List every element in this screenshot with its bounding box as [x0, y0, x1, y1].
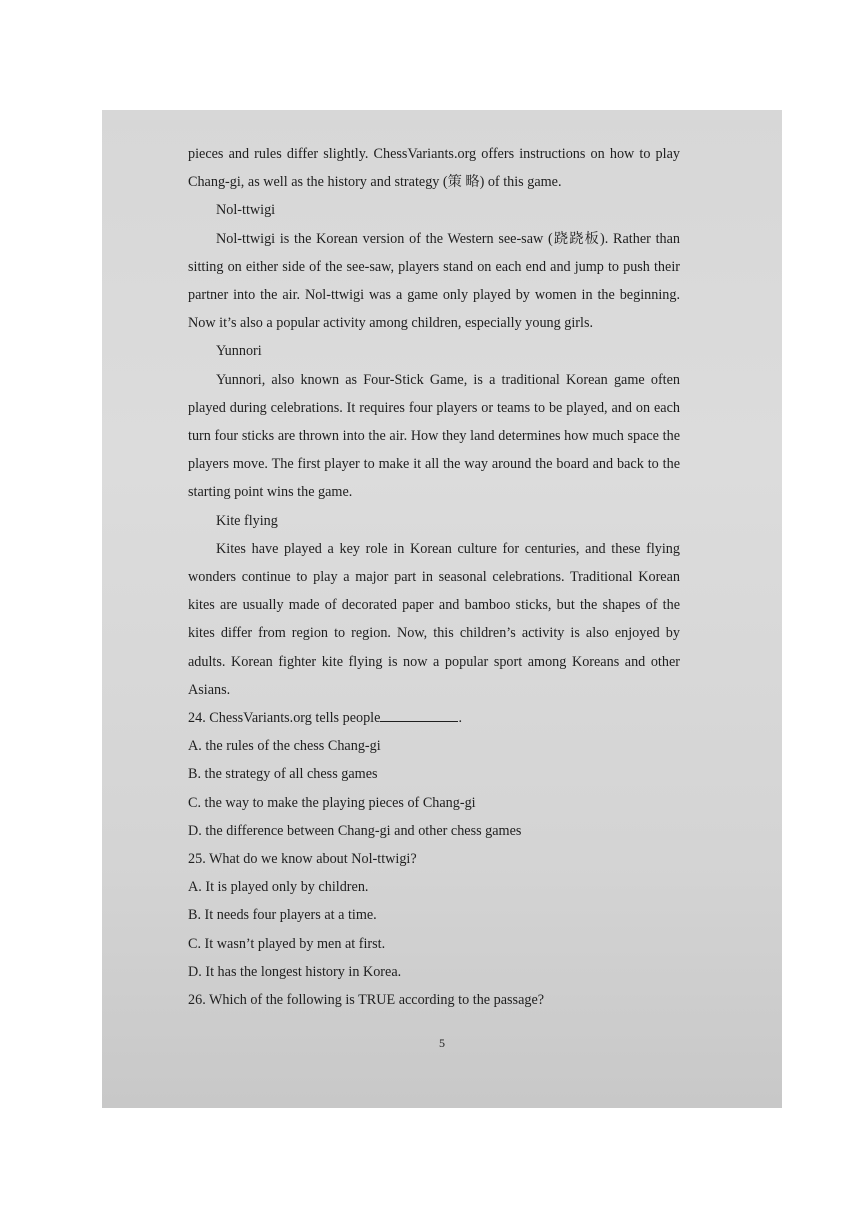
question-25-stem: 25. What do we know about Nol-ttwigi? [188, 851, 417, 868]
page-number: 5 [439, 1036, 445, 1050]
section-heading-kite-flying: Kite flying [216, 512, 278, 529]
section-heading-yunnori: Yunnori [216, 343, 262, 360]
question-24-option-b: B. the strategy of all chess games [188, 766, 378, 783]
section-body-yunnori: Yunnori, also known as Four-Stick Game, is a traditional Korean game often played during celebrations. It requires four players or teams to be played, and on each turn four sticks are thrown into the air. How they land determines how much space the players move. The first player to make it all the way around the board and back to the starting point wins the game. [188, 371, 680, 501]
question-26-stem: 26. Which of the following is TRUE according to the passage? [188, 992, 545, 1009]
passage-intro: pieces and rules differ slightly. ChessVariants.org offers instructions on how to play Chang-gi, as well as the history and strategy (策 略) of this game. [188, 146, 680, 191]
section-body-kite-flying: Kites have played a key role in Korean culture for centuries, and these flying wonders continue to play a major part in seasonal celebrations. Traditional Korean kites are usually made of decorated paper and bamboo sticks, but the shapes of the kites differ from region to region. Now, this children’s activity is also enjoyed by adults. Korean fighter kite flying is now a popular sport among Koreans and other Asians. [188, 540, 680, 698]
scanned-page [102, 110, 782, 1108]
question-24-stem-text: 24. ChessVariants.org tells people [188, 710, 381, 727]
answer-blank [380, 709, 458, 722]
question-25-option-c: C. It wasn’t played by men at first. [188, 935, 386, 952]
question-25-option-b: B. It needs four players at a time. [188, 907, 377, 924]
question-24-option-d: D. the difference between Chang-gi and other chess games [188, 822, 522, 839]
section-body-nol-ttwigi: Nol-ttwigi is the Korean version of the Western see-saw (跷跷板). Rather than sitting on either side of the see-saw, players stand on each end and jump to push their partner into the air. Nol-ttwigi was a game only played by women in the beginning. Now it’s also a popular activity among children, especially young girls. [188, 230, 680, 332]
question-24-option-a: A. the rules of the chess Chang-gi [188, 738, 381, 755]
page-text [188, 140, 680, 1014]
question-25-option-a: A. It is played only by children. [188, 879, 369, 896]
question-25-option-d: D. It has the longest history in Korea. [188, 963, 402, 980]
section-heading-nol-ttwigi: Nol-ttwigi [216, 202, 276, 219]
question-24-stem-end: . [458, 710, 462, 727]
question-24-option-c: C. the way to make the playing pieces of Chang-gi [188, 794, 476, 811]
question-24-stem [188, 704, 680, 732]
